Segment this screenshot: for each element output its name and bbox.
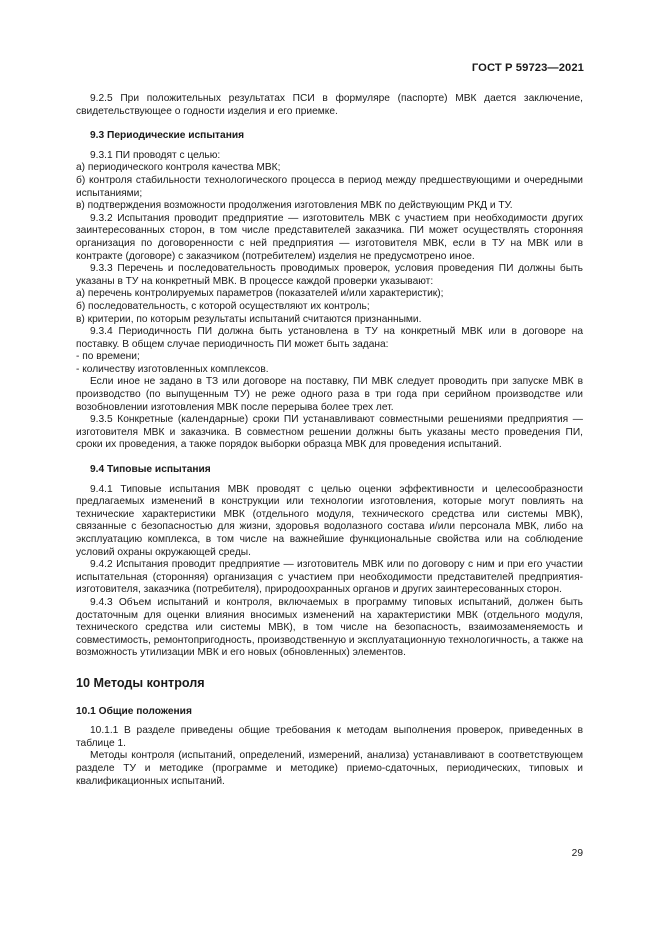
chapter-heading-10: 10 Методы контроля: [76, 675, 205, 690]
list-item: - количеству изготовленных комплексов.: [76, 363, 269, 375]
paragraph-10-1-1-methods: Методы контроля (испытаний, определений, измерений, анализа) устанавливают в соответствующем разделе ТУ и методике (программе и методике) приемо-сдаточных, периодических, типовых и квалификационных испытаний.: [76, 750, 583, 787]
list-item: а) перечень контролируемых параметров (показателей и/или характеристик);: [76, 288, 444, 300]
section-heading-9-3: 9.3 Периодические испытания: [90, 130, 245, 142]
list-item: б) последовательность, с которой осуществляют их контроль;: [76, 300, 370, 312]
list-item: б) контроля стабильности технологического процесса в период между предшествующими и очередными испытаниями;: [76, 174, 583, 199]
paragraph-9-3-4-note: Если иное не задано в ТЗ или договоре на поставку, ПИ МВК следует проводить при запуске МВК в производство (по выпущенным ТУ) не реже одного раза в три года при серийном производстве или возобновлении изготовления МВК после перерыва более трех лет.: [76, 376, 583, 413]
document-header: ГОСТ Р 59723—2021: [471, 62, 584, 74]
paragraph-9-2-5: 9.2.5 При положительных результатах ПСИ в формуляре (паспорте) МВК дается заключение, свидетельствующее о годности изделия и его приемке.: [76, 93, 583, 117]
paragraph-9-4-2: 9.4.2 Испытания проводит предприятие — изготовитель МВК или по договору с ним и при его участии испытательная (сторонняя) организация с участием при необходимости представителей предприятия-изготовителя, заказчика (потребителя), природоохранных органов и других заинтересованных сторон.: [76, 559, 583, 596]
paragraph-9-3-2: 9.3.2 Испытания проводит предприятие — изготовитель МВК с участием при необходимости других заинтересованных сторон, в том числе представителей заказчика. ПИ может осуществлять сторонняя организация по договоренности с ней предприятия — изготовителя МВК, если в ТУ на МВК или в контракте (договоре) с заказчиком (потребителем) изделия не предусмотрено иное.: [76, 212, 583, 262]
paragraph-9-3-5: 9.3.5 Конкретные (календарные) сроки ПИ устанавливают совместными решениями предприятия — изготовителя МВК и заказчика. В совместном решении должны быть указаны место проведения ПИ, сроки их проведения, а также порядок выборки образца МВК для проведения испытаний.: [76, 414, 583, 451]
list-item: - по времени;: [76, 351, 140, 363]
document-body: [76, 93, 583, 788]
list-item: в) подтверждения возможности продолжения изготовления МВК по действующим РКД и ТУ.: [76, 200, 513, 212]
paragraph-9-3-4: 9.3.4 Периодичность ПИ должна быть установлена в ТУ на конкретный МВК или в договоре на поставку. В общем случае периодичность ПИ может быть задана:: [76, 326, 583, 350]
page-number: 29: [571, 848, 583, 859]
list-item: а) периодического контроля качества МВК;: [76, 162, 281, 174]
section-heading-9-4: 9.4 Типовые испытания: [90, 464, 211, 476]
paragraph-9-3-1: 9.3.1 ПИ проводят с целью:: [90, 149, 221, 161]
paragraph-10-1-1: 10.1.1 В разделе приведены общие требования к методам выполнения проверок, приведенных в таблице 1.: [76, 725, 583, 749]
paragraph-9-4-1: 9.4.1 Типовые испытания МВК проводят с целью оценки эффективности и целесообразности предлагаемых изменений в конструкции или технологии изготовления, которые могут повлиять на технические характеристики МВК (отдельного модуля, технического средства или системы МВК), связанные с безопасностью для жизни, здоровья водолазного состава и/или персонала МВК, либо на эксплуатацию комплекса, в том числе на важнейшие функциональные свойства или на соблюдение условий охраны окружающей среды.: [76, 483, 583, 558]
list-item: в) критерии, по которым результаты испытаний считаются признанными.: [76, 313, 422, 325]
paragraph-9-3-3: 9.3.3 Перечень и последовательность проводимых проверок, условия проведения ПИ должны быть указаны в ТУ на конкретный МВК. В процессе каждой проверки указывают:: [76, 263, 583, 287]
section-heading-10-1: 10.1 Общие положения: [76, 705, 192, 717]
paragraph-9-4-3: 9.4.3 Объем испытаний и контроля, включаемых в программу типовых испытаний, должен быть достаточным для оценки влияния вносимых изменений на характеристики МВК (отдельного модуля, технического средства или системы МВК), в том числе на безопасность, взаимозаменяемость и совместимость, ремонтопригодность, производственную и эксплуатационную технологичность, а также на возможность утилизации МВК и его новых (обновленных) элементов.: [76, 596, 583, 659]
